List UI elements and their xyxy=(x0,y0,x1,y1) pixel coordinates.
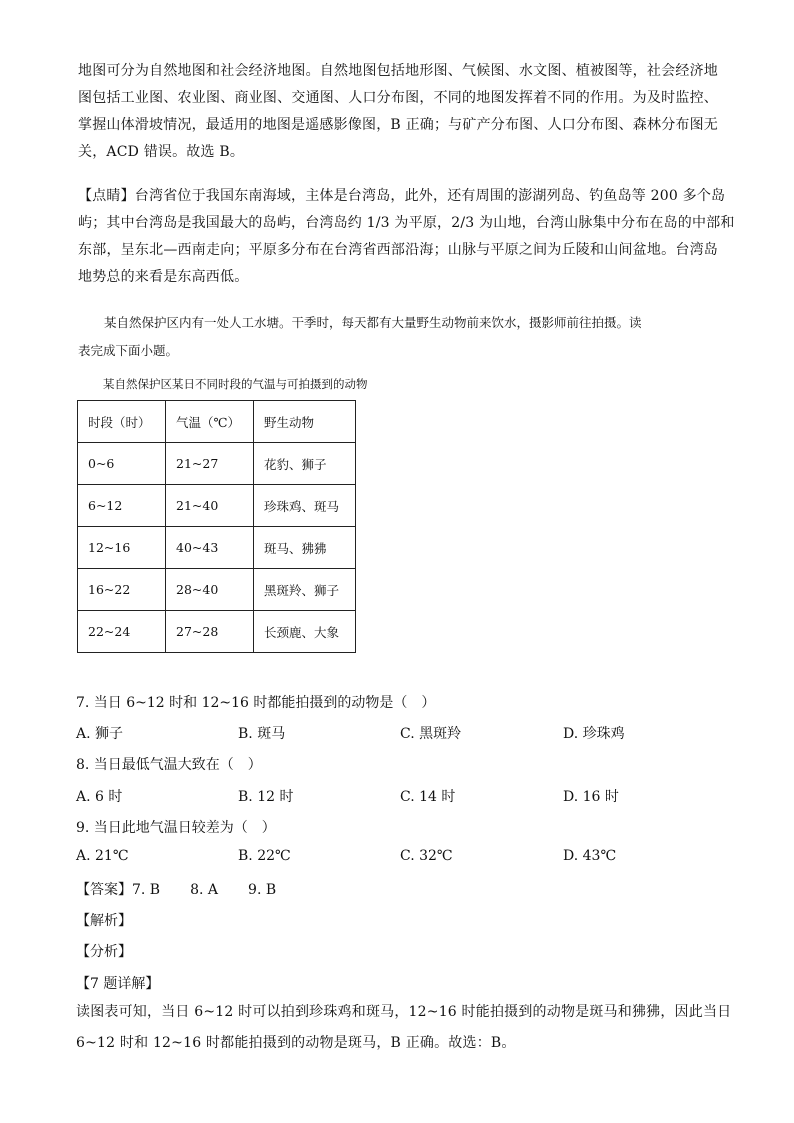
table-cell: 27~28 xyxy=(166,611,254,653)
q7-detail-label: 【7 题详解】 xyxy=(76,976,160,992)
question-7-stem: 7. 当日 6~12 时和 12~16 时都能拍摄到的动物是（ ） xyxy=(76,695,436,711)
table-cell: 21~40 xyxy=(166,485,254,527)
text-line: 地图可分为自然地图和社会经济地图。自然地图包括地形图、气候图、水文图、植被图等，社会经济地 xyxy=(78,63,718,79)
text-line: 地势总的来看是东高西低。 xyxy=(78,269,249,285)
option-b: B. 22℃ xyxy=(238,848,291,864)
table-cell: 6~12 xyxy=(78,485,166,527)
text-line: 表完成下面小题。 xyxy=(78,343,179,358)
text-line: 读图表可知，当日 6~12 时可以拍到珍珠鸡和斑马，12~16 时能拍摄到的动物是斑马和狒狒，因此当日 xyxy=(76,1004,732,1020)
answer-line xyxy=(76,879,276,899)
table-cell: 12~16 xyxy=(78,527,166,569)
table-cell: 黑斑羚、狮子 xyxy=(254,569,356,611)
table-row xyxy=(78,443,356,485)
option-b: B. 斑马 xyxy=(238,726,286,742)
answer-9: 9. B xyxy=(248,882,277,898)
table-cell: 21~27 xyxy=(166,443,254,485)
table-header-cell: 野生动物 xyxy=(254,401,356,443)
q7-detail-text xyxy=(76,999,732,1057)
option-d: D. 43℃ xyxy=(563,848,617,864)
text-line: 【点睛】台湾省位于我国东南海域，主体是台湾岛，此外，还有周围的澎湖列岛、钓鱼岛等 200 多个岛 xyxy=(78,188,726,204)
passage-map-types xyxy=(78,58,718,166)
table-row xyxy=(78,527,356,569)
table-header-row xyxy=(78,401,356,443)
text-line: 某自然保护区内有一处人工水塘。干季时，每天都有大量野生动物前来饮水，摄影师前往拍摄。读 xyxy=(104,315,642,330)
option-d: D. 16 时 xyxy=(563,789,619,805)
table-cell: 22~24 xyxy=(78,611,166,653)
text-line: 屿；其中台湾岛是我国最大的岛屿，台湾岛约 1/3 为平原，2/3 为山地，台湾山脉集中分布在岛的中部和 xyxy=(78,215,735,231)
option-a: A. 6 时 xyxy=(76,789,123,805)
text-line: 关，ACD 错误。故选 B。 xyxy=(78,144,245,160)
option-c: C. 14 时 xyxy=(400,789,456,805)
table-cell: 珍珠鸡、斑马 xyxy=(254,485,356,527)
question-intro xyxy=(78,309,718,365)
text-line: 东部，呈东北—西南走向；平原多分布在台湾省西部沿海；山脉与平原之间为丘陵和山间盆地。台湾岛 xyxy=(78,242,718,258)
passage-tip-taiwan xyxy=(78,183,735,291)
option-c: C. 黑斑羚 xyxy=(400,726,462,742)
table-row xyxy=(78,611,356,653)
answer-label: 【答案】 xyxy=(76,882,132,898)
option-d: D. 珍珠鸡 xyxy=(563,726,625,742)
table-cell: 0~6 xyxy=(78,443,166,485)
table-cell: 长颈鹿、大象 xyxy=(254,611,356,653)
table-row xyxy=(78,485,356,527)
analysis-label: 【解析】 xyxy=(76,913,132,929)
table-cell: 28~40 xyxy=(166,569,254,611)
question-8-stem: 8. 当日最低气温大致在（ ） xyxy=(76,757,262,773)
table-header-cell: 时段（时） xyxy=(78,401,166,443)
answer-7: 7. B xyxy=(132,882,161,898)
option-b: B. 12 时 xyxy=(238,789,294,805)
option-a: A. 狮子 xyxy=(76,726,124,742)
text-line: 图包括工业图、农业图、商业图、交通图、人口分布图，不同的地图发挥着不同的作用。为及时监控、 xyxy=(78,90,718,106)
text-line: 掌握山体滑坡情况，最适用的地图是遥感影像图，B 正确；与矿产分布图、人口分布图、森林分布图无 xyxy=(78,117,718,133)
option-a: A. 21℃ xyxy=(76,848,129,864)
table-row xyxy=(78,569,356,611)
table-cell: 花豹、狮子 xyxy=(254,443,356,485)
table-cell: 斑马、狒狒 xyxy=(254,527,356,569)
option-c: C. 32℃ xyxy=(400,848,453,864)
answer-8: 8. A xyxy=(190,882,219,898)
table-caption: 某自然保护区某日不同时段的气温与可拍摄到的动物 xyxy=(103,377,368,391)
data-table xyxy=(77,400,356,653)
table-cell: 40~43 xyxy=(166,527,254,569)
question-9-stem: 9. 当日此地气温日较差为（ ） xyxy=(76,820,276,836)
fenxi-label: 【分析】 xyxy=(76,944,132,960)
text-line: 6~12 时和 12~16 时都能拍摄到的动物是斑马，B 正确。故选：B。 xyxy=(76,1035,516,1051)
table-header-cell: 气温（℃） xyxy=(166,401,254,443)
table-cell: 16~22 xyxy=(78,569,166,611)
